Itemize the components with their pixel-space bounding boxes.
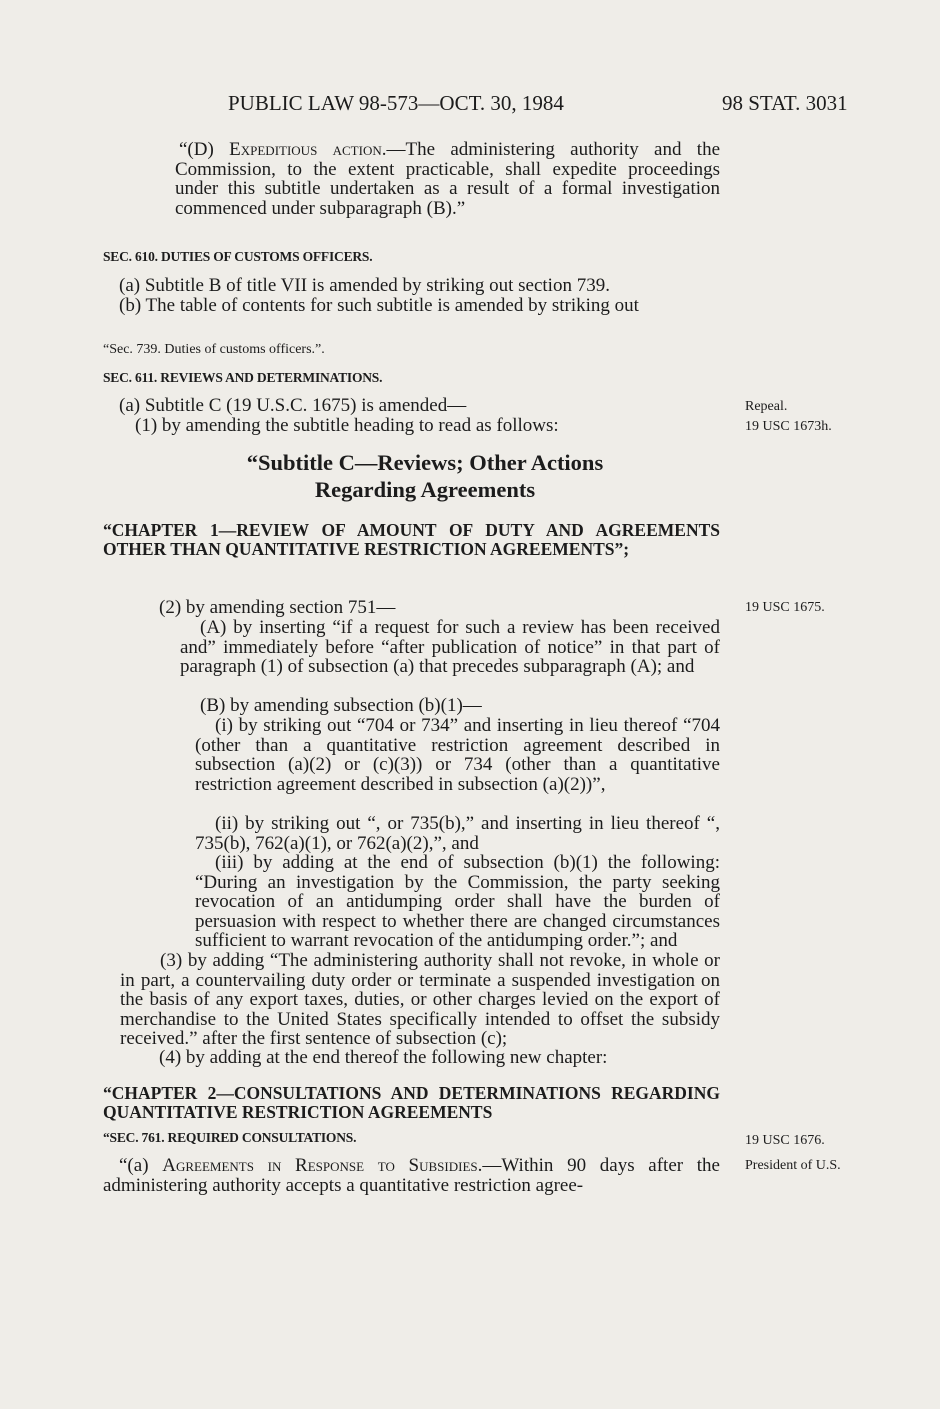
sec611-a1: (1) by amending the subtitle heading to read as follows: <box>135 415 559 436</box>
margin-note-president: President of U.S. <box>745 1158 841 1173</box>
sec611-a2A: (A) by inserting “if a request for such a review has been received and” immediately before “after publication of notice” in that part of paragraph (1) of subsection (a) that precedes subparagraph (A); and <box>180 617 720 678</box>
running-head-title: PUBLIC LAW 98-573—OCT. 30, 1984 <box>228 91 564 115</box>
subtitle-heading: “Subtitle C—Reviews; Other Actions Regarding Agreements <box>246 450 604 502</box>
margin-note-usc-1675: 19 USC 1675. <box>745 600 825 615</box>
page-number: 98 STAT. 3031 <box>722 91 848 115</box>
margin-note-usc-1676: 19 USC 1676. <box>745 1133 825 1148</box>
para-label: “(a) <box>119 1155 163 1176</box>
sec611-a3: (3) by adding “The administering authority shall not revoke, in whole or in part, a countervailing duty order or terminate a suspended investigation on the basis of any export taxes, duties, or other charges levied on the export of merchandise to the United States specifically intended to offset the subsidy received.” after the first sentence of subsection (c); <box>120 950 720 1050</box>
sec610-a: (a) Subtitle B of title VII is amended by striking out section 739. <box>119 275 610 296</box>
chapter-2-heading: “CHAPTER 2—CONSULTATIONS AND DETERMINATIONS REGARDING QUANTITATIVE RESTRICTION AGREEMENTS <box>103 1083 720 1122</box>
para-caption: Expeditious action. <box>229 139 387 160</box>
sec611-a4: (4) by adding at the end thereof the following new chapter: <box>159 1047 608 1068</box>
para-text: —Within 90 days after the administering authority accepts a quantitative restriction agree- <box>103 1155 720 1196</box>
paragraph-d <box>175 140 720 218</box>
sec611-a2Bi: (i) by striking out “704 or 734” and inserting in lieu thereof “704 (other than a quantitative restriction agreement described in subsection (a)(2) or (c)(3)) or 734 (other than a quantitative restriction agreement described in subsection (a)(2))”, <box>195 715 720 795</box>
para-caption: Agreements in Response to Subsidies. <box>162 1155 483 1176</box>
sec611-a2B: (B) by amending subsection (b)(1)— <box>200 695 482 716</box>
sec611-a2Bii: (ii) by striking out “, or 735(b),” and inserting in lieu thereof “, 735(b), 762(a)(1), or 762(a)(2),”, and <box>195 813 720 854</box>
chapter-1-heading: “CHAPTER 1—REVIEW OF AMOUNT OF DUTY AND AGREEMENTS OTHER THAN QUANTITATIVE RESTRICTION AGREEMENTS”; <box>103 520 720 559</box>
margin-note-repeal: Repeal. <box>745 399 788 414</box>
para-label: “(D) <box>179 139 230 160</box>
section-heading-611: SEC. 611. REVIEWS AND DETERMINATIONS. <box>103 370 383 385</box>
sec611-a: (a) Subtitle C (19 U.S.C. 1675) is amended— <box>119 395 467 416</box>
sec761-a <box>103 1156 720 1195</box>
para-text: —The administering authority and the Commission, to the extent practicable, shall expedite proceedings under this subtitle undertaken as a result of a formal investigation commenced under subparagraph (B).” <box>175 139 721 219</box>
section-heading-610: SEC. 610. DUTIES OF CUSTOMS OFFICERS. <box>103 249 373 264</box>
sec610-b: (b) The table of contents for such subtitle is amended by striking out <box>119 295 639 316</box>
margin-note-usc-1673h: 19 USC 1673h. <box>745 419 832 434</box>
section-heading-761: “SEC. 761. REQUIRED CONSULTATIONS. <box>103 1130 357 1145</box>
sec611-a2Biii: (iii) by adding at the end of subsection (b)(1) the following: “During an investigation by the Commission, the party seeking revocation of an antidumping order shall have the burden of persuasion with respect to whether there are changed circumstances sufficient to warrant revocation of the antidumping order.”; and <box>195 852 720 952</box>
sec611-a2: (2) by amending section 751— <box>159 597 396 618</box>
sec610-quote: “Sec. 739. Duties of customs officers.”. <box>103 342 325 357</box>
